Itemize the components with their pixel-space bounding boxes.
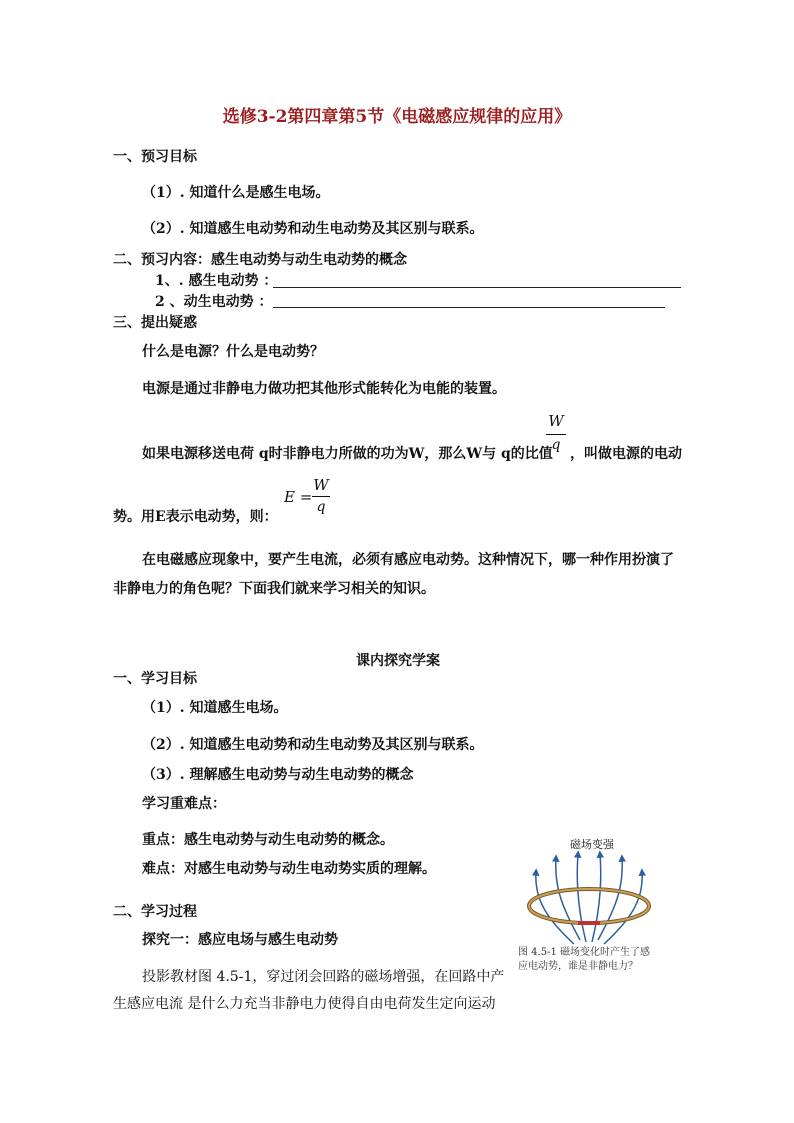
preview-goal-2: （2）. 知道感生电动势和动生电动势及其区别与联系。 xyxy=(142,221,484,237)
emf-definition-part-a: 如果电源移送电荷 q时非静电力所做的功为W，那么W与 q的比值 xyxy=(142,446,553,462)
formula-lhs: E = xyxy=(284,488,313,506)
class-goal-1: （1）. 知道感生电场。 xyxy=(142,700,288,716)
preview-paragraph-line-2: 非静电力的角色呢？下面我们就来学习相关的知识。 xyxy=(113,581,435,597)
emf-definition-line-2: 势。用E表示电动势，则： xyxy=(113,509,278,525)
preview-question-heading: 三、提出疑惑 xyxy=(113,315,197,331)
formula-denominator: q xyxy=(316,499,326,515)
preview-item-1-label: 1、. 感生电动势 ： xyxy=(155,273,278,289)
key-point: 重点：感生电动势与动生电动势的概念。 xyxy=(142,832,394,848)
answer-blank-1[interactable] xyxy=(273,287,681,288)
preview-item-2-label: 2 、动生电动势 ： xyxy=(155,294,273,310)
preview-goal-1: （1）. 知道什么是感生电场。 xyxy=(142,185,330,201)
process-heading: 二、学习过程 xyxy=(113,904,197,920)
class-goal-3: （3）. 理解感生电动势与动生电动势的概念 xyxy=(142,767,414,783)
explore-1-heading: 探究一：感应电场与感生电动势 xyxy=(142,932,338,948)
emf-definition-part-b: ，叫做电源的电动 xyxy=(570,446,682,462)
formula-numerator: W xyxy=(313,476,329,494)
emf-formula xyxy=(284,476,354,520)
class-goal-2: （2）. 知道感生电动势和动生电动势及其区别与联系。 xyxy=(142,737,484,753)
document-title: 选修3-2第四章第5节《电磁感应规律的应用》 xyxy=(222,107,572,127)
fraction-numerator: W xyxy=(548,412,564,430)
preview-goals-heading: 一、预习目标 xyxy=(113,149,197,165)
difficult-point: 难点：对感生电动势与动生电动势实质的理解。 xyxy=(142,861,436,877)
figure-label-field-strengthening: 磁场变强 xyxy=(570,838,614,851)
class-goals-heading: 一、学习目标 xyxy=(113,671,197,687)
figure-caption-line-2: 应电动势，谁是非静电力？ xyxy=(518,961,638,972)
figure-caption-line-1: 图 4.5-1 磁场变化时产生了感 xyxy=(518,947,651,958)
process-body-line-2: 生感应电流 是什么力充当非静电力使得自由电荷发生定向运动 xyxy=(113,996,496,1012)
answer-line: 电源是通过非静电力做功把其他形式能转化为电能的装置。 xyxy=(142,381,506,397)
question-line: 什么是电源？什么是电动势？ xyxy=(142,344,324,360)
key-difficult-heading: 学习重难点： xyxy=(142,796,226,812)
preview-content-heading: 二、预习内容：感生电动势与动生电动势的概念 xyxy=(113,252,407,268)
process-body-line-1: 投影教材图 4.5-1，穿过闭会回路的磁场增强，在回路中产 xyxy=(142,969,505,985)
answer-blank-2[interactable] xyxy=(273,307,665,308)
preview-paragraph-line-1: 在电磁感应现象中，要产生电流，必须有感应电动势。这种情况下，哪一种作用扮演了 xyxy=(142,552,674,568)
fraction-denominator: q xyxy=(551,437,561,453)
field-loop-diagram xyxy=(514,850,664,960)
figure-magnetic-loop xyxy=(514,828,664,988)
class-section-heading: 课内探究学案 xyxy=(356,653,440,669)
